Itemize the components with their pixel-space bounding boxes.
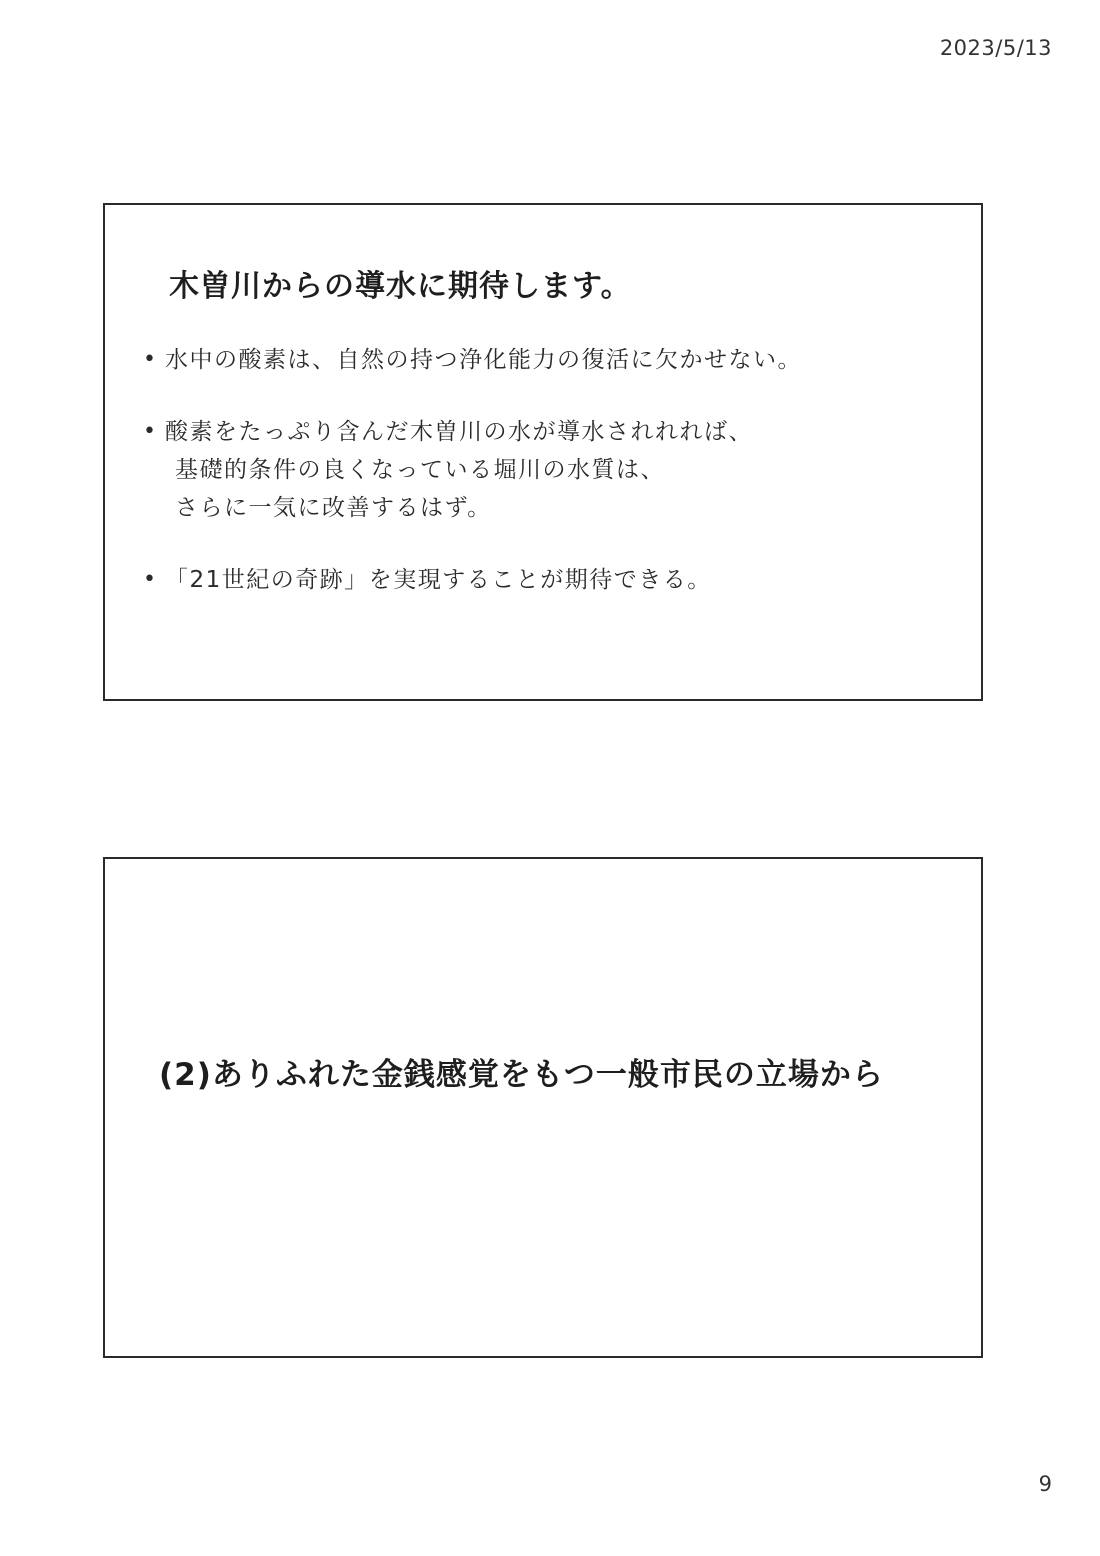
bullet-item: [143, 341, 961, 379]
slide-section-divider: [103, 857, 983, 1358]
page-number: 9: [1038, 1472, 1052, 1496]
bullet-line: さらに一気に改善するはず。: [175, 495, 492, 521]
slide-title: 木曽川からの導水に期待します。: [169, 269, 632, 304]
bullet-item: [143, 561, 961, 599]
bullet-item: [143, 413, 961, 527]
bullet-line: • 酸素をたっぷり含んだ木曽川の水が導水されれれば、: [165, 419, 753, 445]
bullet-line: 基礎的条件の良くなっている堀川の水質は、: [175, 457, 665, 483]
bullet-list: [143, 341, 961, 633]
section-heading: (2)ありふれた金銭感覚をもつ一般市民の立場から: [159, 1057, 884, 1093]
slide-expectation: [103, 203, 983, 701]
bullet-line: • 水中の酸素は、自然の持つ浄化能力の復活に欠かせない。: [165, 347, 802, 373]
bullet-line: • 「21世紀の奇跡」を実現することが期待できる。: [165, 567, 712, 593]
document-date: 2023/5/13: [939, 36, 1052, 60]
